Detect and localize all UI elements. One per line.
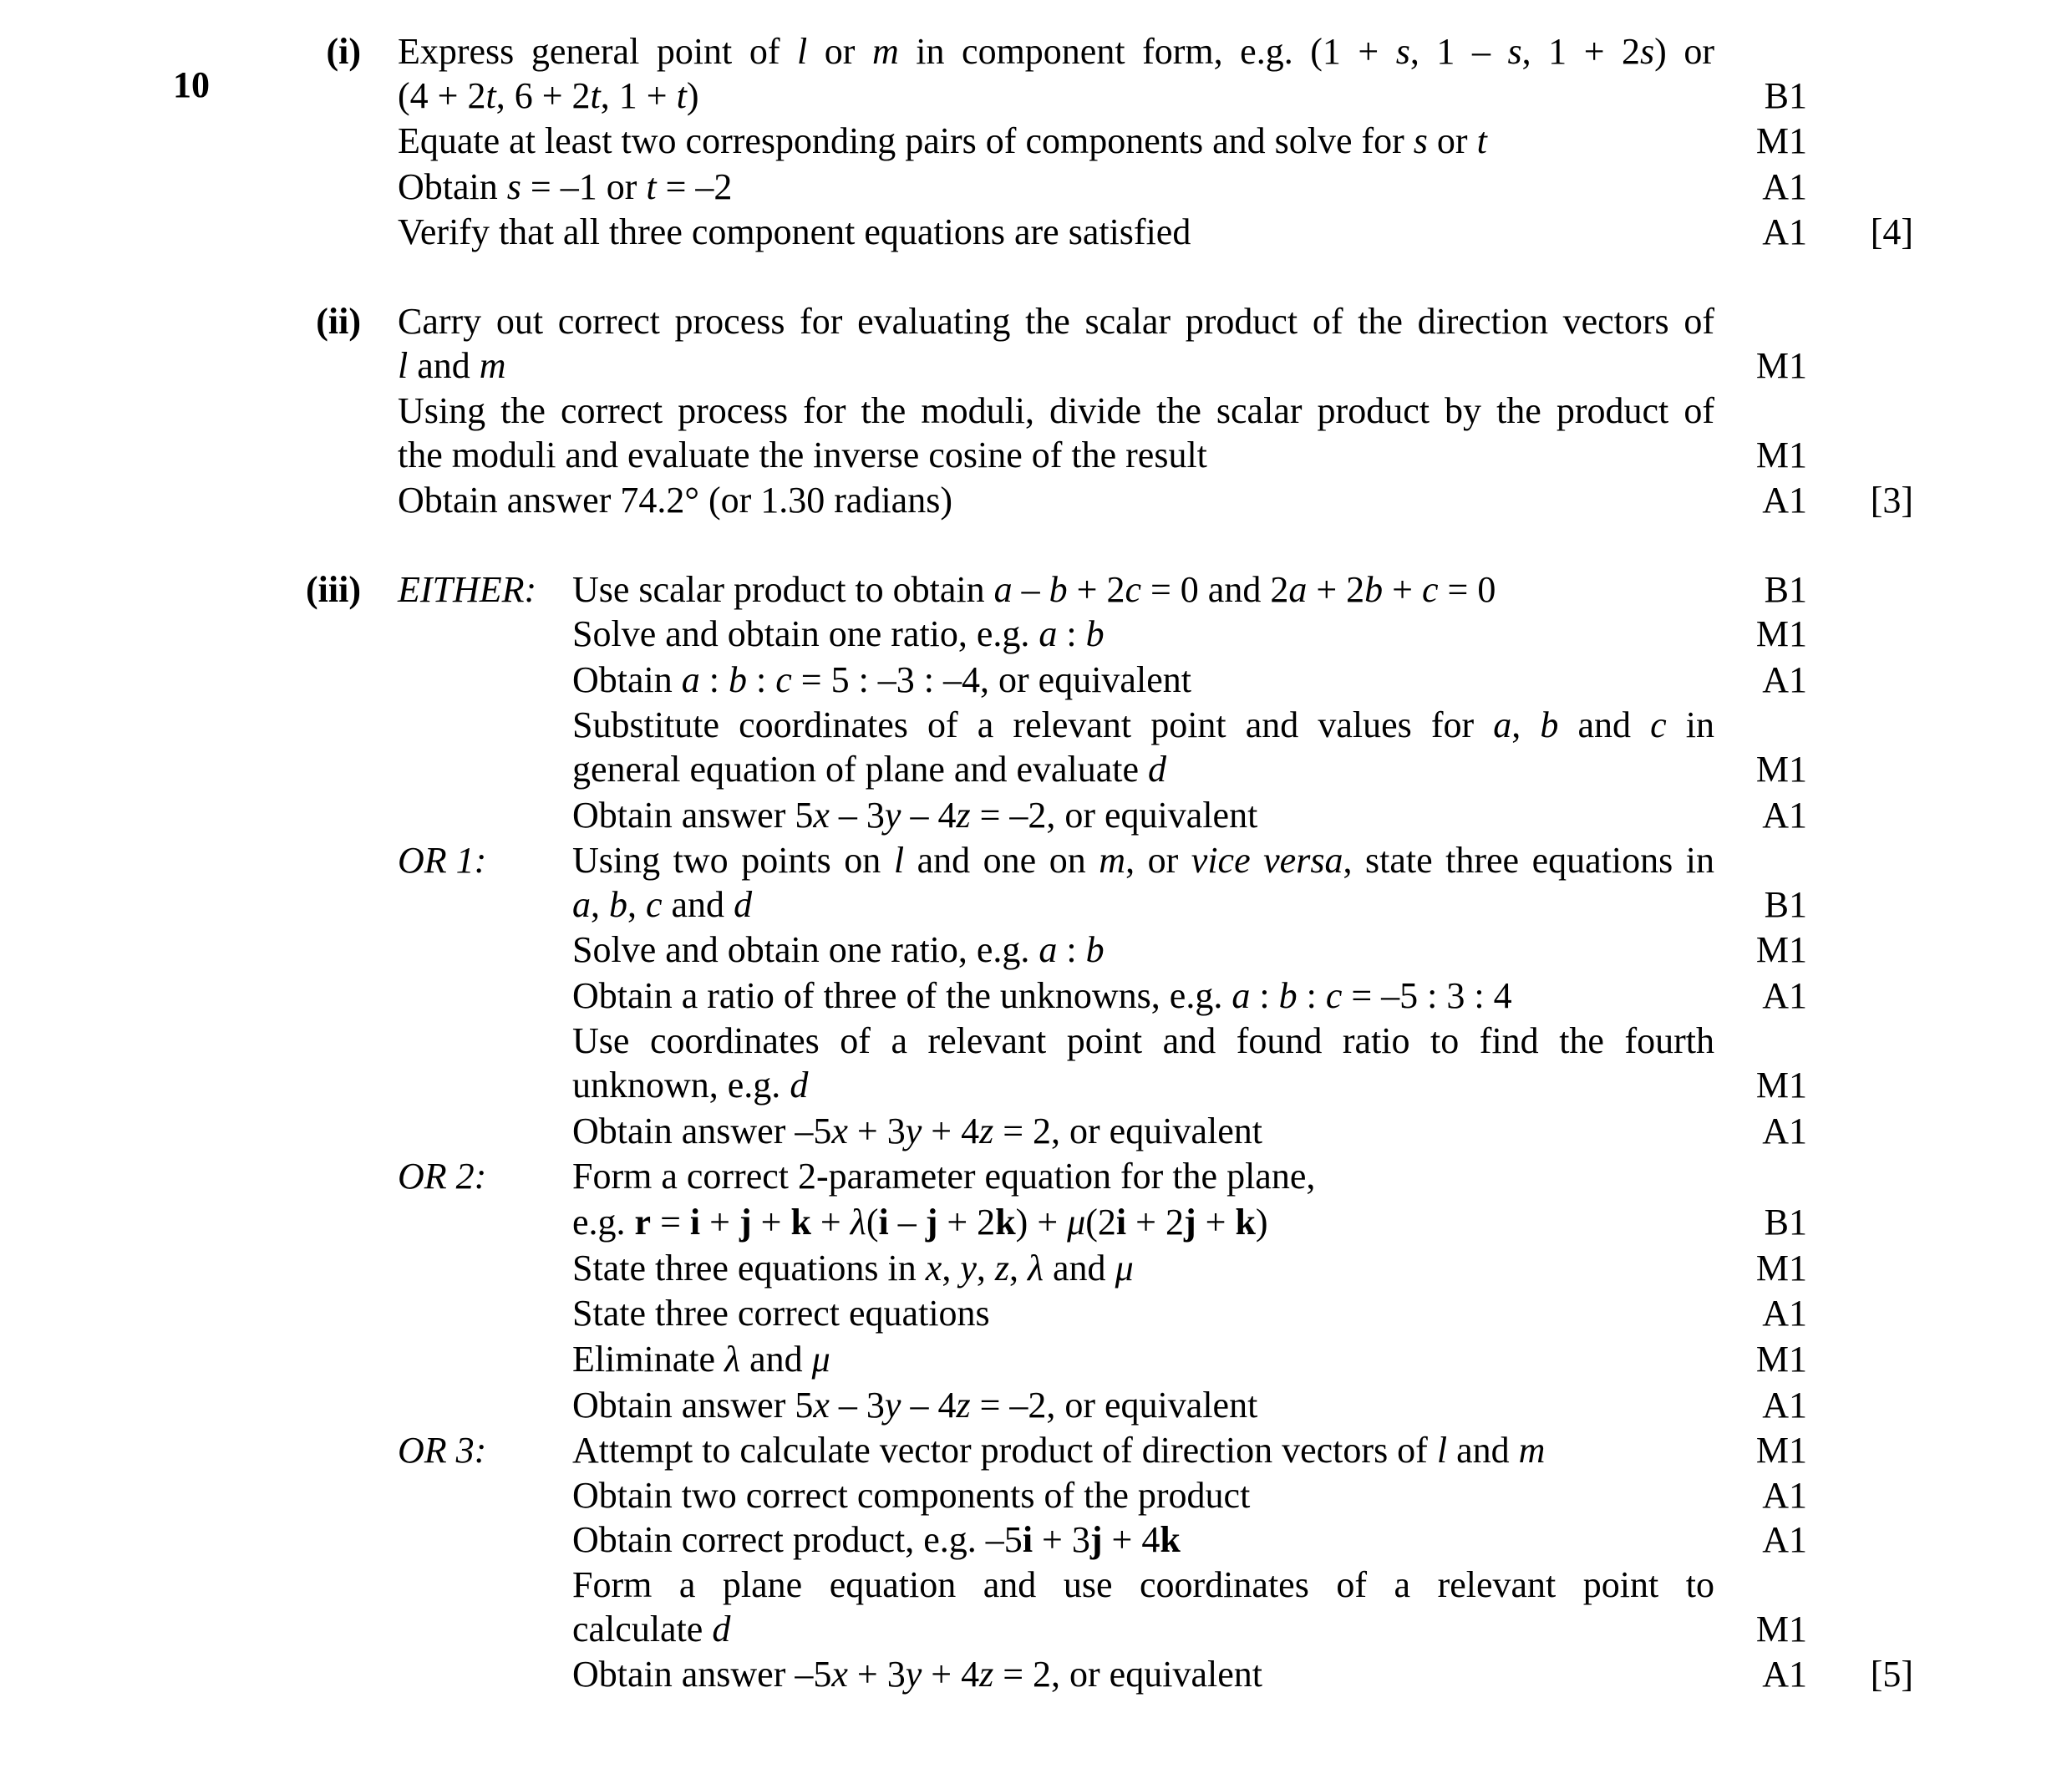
mark-code: M1 xyxy=(1755,1065,1807,1106)
mark-code: A1 xyxy=(1762,1475,1807,1516)
scheme-text-line: Eliminate λ and μ xyxy=(572,1339,830,1380)
part-total: [5] xyxy=(1870,1654,1913,1695)
mark-code: A1 xyxy=(1762,1293,1807,1334)
mark-code: M1 xyxy=(1755,1248,1807,1289)
scheme-text-line: Solve and obtain one ratio, e.g. a : b xyxy=(572,929,1105,970)
mark-code: A1 xyxy=(1762,1519,1807,1560)
method-label: EITHER: xyxy=(398,569,537,610)
mark-code: M1 xyxy=(1755,1339,1807,1380)
mark-code: M1 xyxy=(1755,749,1807,790)
scheme-text-line: e.g. r = i + j + k + λ(i – j + 2k) + μ(2i + 2j + k) xyxy=(572,1202,1268,1243)
scheme-text-line: unknown, e.g. d xyxy=(572,1065,809,1106)
scheme-text-line: Form a correct 2-parameter equation for the plane, xyxy=(572,1156,1316,1197)
scheme-text-line: Solve and obtain one ratio, e.g. a : b xyxy=(572,613,1105,654)
mark-code: M1 xyxy=(1755,929,1807,970)
part-total: [4] xyxy=(1870,211,1913,252)
mark-code: A1 xyxy=(1762,166,1807,207)
scheme-text-line: a, b, c and d xyxy=(572,884,753,925)
scheme-text-line: Verify that all three component equations are satisfied xyxy=(398,211,1191,252)
mark-code: M1 xyxy=(1755,613,1807,654)
scheme-text-line: Obtain correct product, e.g. –5i + 3j + 4k xyxy=(572,1519,1181,1560)
scheme-text-line: Use scalar product to obtain a – b + 2c = 0 and 2a + 2b + c = 0 xyxy=(572,569,1496,610)
mark-code: A1 xyxy=(1762,659,1807,700)
scheme-text-line: Attempt to calculate vector product of direction vectors of l and m xyxy=(572,1430,1546,1471)
scheme-text-line: Obtain answer 5x – 3y – 4z = –2, or equivalent xyxy=(572,1385,1258,1426)
scheme-text-line: Obtain a : b : c = 5 : –3 : –4, or equivalent xyxy=(572,659,1191,700)
mark-code: B1 xyxy=(1764,569,1807,610)
mark-code: B1 xyxy=(1764,75,1807,116)
scheme-text-line: State three equations in x, y, z, λ and μ xyxy=(572,1248,1134,1289)
mark-code: M1 xyxy=(1755,435,1807,475)
mark-code: A1 xyxy=(1762,795,1807,836)
mark-code: A1 xyxy=(1762,480,1807,521)
scheme-text-line: (4 + 2t, 6 + 2t, 1 + t) xyxy=(398,75,699,116)
scheme-text-line: Form a plane equation and use coordinates of a relevant point to xyxy=(572,1567,1714,1605)
scheme-text-line: Obtain answer 5x – 3y – 4z = –2, or equivalent xyxy=(572,795,1258,836)
mark-code: A1 xyxy=(1762,1111,1807,1151)
part-label: (iii) xyxy=(306,569,361,610)
question-number: 10 xyxy=(173,64,210,105)
scheme-text-line: Using two points on l and one on m, or vice versa, state three equations in xyxy=(572,842,1714,881)
mark-code: B1 xyxy=(1764,884,1807,925)
scheme-text-line: l and m xyxy=(398,345,506,386)
mark-code: A1 xyxy=(1762,1654,1807,1695)
scheme-text-line: Carry out correct process for evaluating the scalar product of the direction vectors of xyxy=(398,303,1714,342)
scheme-text-line: Substitute coordinates of a relevant point and values for a, b and c in xyxy=(572,707,1714,745)
scheme-text-line: general equation of plane and evaluate d xyxy=(572,749,1167,790)
mark-code: A1 xyxy=(1762,975,1807,1016)
mark-code: M1 xyxy=(1755,1430,1807,1471)
method-label: OR 2: xyxy=(398,1156,487,1197)
part-label: (i) xyxy=(326,31,361,72)
scheme-text-line: Obtain answer 74.2° (or 1.30 radians) xyxy=(398,480,952,521)
mark-code: A1 xyxy=(1762,211,1807,252)
scheme-text-line: Obtain answer –5x + 3y + 4z = 2, or equivalent xyxy=(572,1654,1262,1695)
scheme-text-line: Use coordinates of a relevant point and found ratio to find the fourth xyxy=(572,1023,1714,1061)
mark-code: A1 xyxy=(1762,1385,1807,1426)
method-label: OR 3: xyxy=(398,1430,487,1471)
scheme-text-line: the moduli and evaluate the inverse cosine of the result xyxy=(398,435,1207,475)
scheme-text-line: Obtain two correct components of the product xyxy=(572,1475,1251,1516)
scheme-text-line: Obtain answer –5x + 3y + 4z = 2, or equivalent xyxy=(572,1111,1262,1151)
scheme-text-line: Obtain a ratio of three of the unknowns, e.g. a : b : c = –5 : 3 : 4 xyxy=(572,975,1512,1016)
mark-code: M1 xyxy=(1755,1609,1807,1649)
part-total: [3] xyxy=(1870,480,1913,521)
scheme-text-line: Obtain s = –1 or t = –2 xyxy=(398,166,733,207)
scheme-text-line: Express general point of l or m in component form, e.g. (1 + s, 1 – s, 1 + 2s) or xyxy=(398,33,1714,72)
part-label: (ii) xyxy=(316,301,361,342)
scheme-text-line: Using the correct process for the moduli, divide the scalar product by the product of xyxy=(398,393,1714,431)
method-label: OR 1: xyxy=(398,840,487,881)
mark-code: M1 xyxy=(1755,345,1807,386)
scheme-text-line: calculate d xyxy=(572,1609,731,1649)
mark-code: B1 xyxy=(1764,1202,1807,1243)
scheme-text-line: State three correct equations xyxy=(572,1293,990,1334)
scheme-text-line: Equate at least two corresponding pairs of components and solve for s or t xyxy=(398,120,1487,161)
mark-code: M1 xyxy=(1755,120,1807,161)
